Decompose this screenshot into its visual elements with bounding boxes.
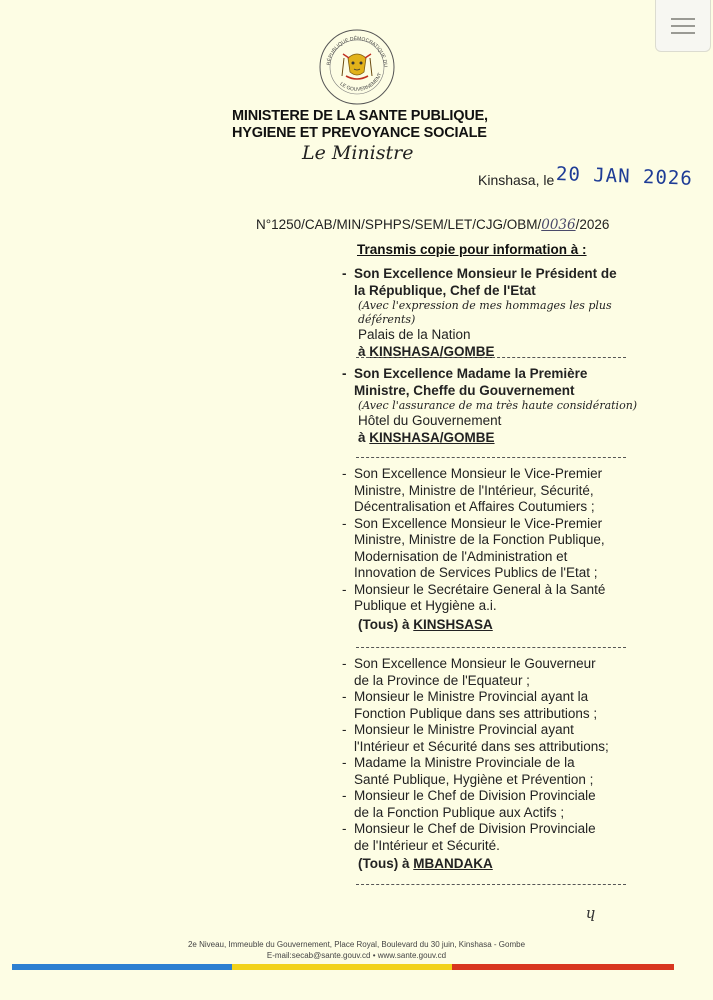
- recipient-line: Décentralisation et Affaires Coutumiers ;: [354, 499, 595, 514]
- recipient-line: Modernisation de l'Administration et: [354, 548, 568, 564]
- ministry-line-1: MINISTERE DE LA SANTE PUBLIQUE,: [232, 108, 488, 124]
- recipient-line: Son Excellence Monsieur le Gouverneur: [354, 656, 596, 671]
- recipient-line: Monsieur le Secrétaire General à la Santé: [354, 581, 606, 597]
- list-item: [340, 821, 640, 854]
- dash: -: [342, 656, 347, 671]
- recipient-line: Ministre, Cheffe du Gouvernement: [354, 382, 575, 398]
- separator: [356, 884, 626, 885]
- seal-text-top: RÉPUBLIQUE DÉMOCRATIQUE DU: [326, 35, 389, 68]
- separator: [356, 647, 626, 648]
- recipients-mbandaka: [340, 656, 640, 873]
- separator: [356, 357, 626, 358]
- flag-bar-red: [452, 964, 674, 970]
- dash: -: [342, 821, 347, 836]
- ministry-title: [232, 108, 492, 142]
- footer-address: 2e Niveau, Immeuble du Gouvernement, Place Royal, Boulevard du 30 juin, Kinshasa - Gombe: [187, 940, 526, 949]
- list-item: [340, 755, 640, 788]
- dash: -: [342, 515, 347, 531]
- recipient-line: de la Province de l'Equateur ;: [354, 672, 530, 688]
- recipient-line: la République, Chef de l'Etat: [354, 282, 536, 298]
- recipient-prime-minister: [340, 366, 640, 446]
- recipient-line: Son Excellence Monsieur le Président de: [354, 266, 617, 281]
- dash: -: [342, 788, 347, 803]
- flag-bar-yellow: [232, 964, 452, 970]
- destination-city: MBANDAKA: [413, 856, 493, 871]
- svg-text:LE GOUVERNEMENT: [339, 72, 384, 93]
- list-item: [340, 722, 640, 755]
- destination: [340, 856, 640, 873]
- list-item: [340, 788, 640, 821]
- destination-prefix: à: [358, 343, 366, 359]
- reference-number: [256, 217, 609, 233]
- dash: -: [342, 755, 347, 770]
- reference-handwritten-number: 0036: [541, 217, 576, 233]
- recipient-line: Monsieur le Chef de Division Provinciale: [354, 821, 596, 836]
- list-item: [340, 689, 640, 722]
- list-item: [340, 266, 640, 299]
- separator: [356, 457, 626, 458]
- transmis-heading: Transmis copie pour information à :: [357, 242, 587, 257]
- destination-prefix: à: [358, 429, 366, 445]
- recipient-line: Monsieur le Chef de Division Provinciale: [354, 788, 596, 803]
- dash: -: [342, 581, 347, 597]
- recipient-address: Hôtel du Gouvernement: [358, 413, 502, 428]
- destination-city: KINSHASA/GOMBE: [369, 429, 495, 445]
- ministry-line-2: HYGIENE ET PREVOYANCE SOCIALE: [232, 125, 487, 141]
- government-seal-icon: [318, 28, 396, 106]
- recipient-line: Monsieur le Ministre Provincial ayant la: [354, 689, 589, 704]
- destination-city: KINSHASA/GOMBE: [369, 343, 495, 359]
- reference-suffix: /2026: [575, 217, 610, 232]
- recipient-line: de la Fonction Publique aux Actifs ;: [354, 804, 565, 820]
- footer-email: E-mail:secab@sante.gouv.cd: [266, 951, 371, 960]
- menu-button[interactable]: [655, 0, 711, 52]
- destination-prefix: (Tous) à: [358, 856, 410, 871]
- list-item: [340, 466, 640, 516]
- courtesy-note: (Avec l'expression de mes hommages les plus déférents): [358, 299, 612, 326]
- date-place: Kinshasa, le: [478, 172, 555, 188]
- menu-icon-line: [671, 32, 695, 34]
- handwritten-initials: ɥ: [586, 904, 596, 922]
- recipient-line: Ministre, Ministre de la Fonction Publique,: [354, 532, 605, 547]
- recipient-line: Publique et Hygiène a.i.: [354, 598, 497, 613]
- recipient-line: Fonction Publique dans ses attributions ;: [354, 705, 598, 721]
- destination: [340, 430, 640, 447]
- reference-prefix: N°1250/CAB/MIN/SPHPS/SEM/LET/CJG/OBM/: [256, 217, 542, 232]
- destination: [340, 617, 640, 634]
- dash: -: [342, 689, 347, 704]
- footer-contact: [0, 951, 713, 960]
- list-item: [340, 656, 640, 689]
- date-stamp: 20 JAN 2026: [555, 163, 694, 190]
- recipient-line: l'Intérieur et Sécurité dans ses attributions;: [354, 738, 609, 754]
- flag-bar-blue: [12, 964, 232, 970]
- dash: -: [342, 466, 347, 481]
- destination-prefix: (Tous) à: [358, 616, 410, 632]
- recipient-line: Son Excellence Monsieur le Vice-Premier: [354, 466, 603, 481]
- list-item: [340, 366, 640, 399]
- recipient-line: Madame la Ministre Provinciale de la: [354, 755, 575, 770]
- footer-bullet: •: [372, 951, 376, 960]
- recipient-line: de l'Intérieur et Sécurité.: [354, 837, 500, 853]
- dash: -: [342, 722, 347, 737]
- recipient-line: Santé Publique, Hygiène et Prévention ;: [354, 771, 594, 787]
- recipients-kinshasa: [340, 466, 640, 633]
- destination-city: KINSHSASA: [413, 616, 493, 632]
- dash: -: [342, 266, 347, 281]
- flag-color-bar: [12, 964, 674, 970]
- recipient-line: Ministre, Ministre de l'Intérieur, Sécurité,: [354, 482, 594, 498]
- dash: -: [342, 366, 347, 381]
- recipient-line: Son Excellence Madame la Première: [354, 366, 588, 381]
- list-item: [340, 516, 640, 582]
- footer-website: www.sante.gouv.cd: [377, 951, 447, 960]
- minister-title: Le Ministre: [302, 142, 414, 164]
- recipient-line: Monsieur le Ministre Provincial ayant: [354, 722, 574, 737]
- recipient-president: [340, 266, 640, 360]
- courtesy-note: (Avec l'assurance de ma très haute considération): [358, 399, 638, 412]
- menu-icon-line: [671, 25, 695, 27]
- recipient-line: Innovation de Services Publics de l'Etat ;: [354, 565, 598, 580]
- menu-icon-line: [671, 18, 695, 20]
- list-item: [340, 582, 640, 615]
- recipient-address: Palais de la Nation: [358, 327, 471, 342]
- recipient-line: Son Excellence Monsieur le Vice-Premier: [354, 515, 603, 531]
- seal-text-bottom: LE GOUVERNEMENT: [338, 72, 384, 93]
